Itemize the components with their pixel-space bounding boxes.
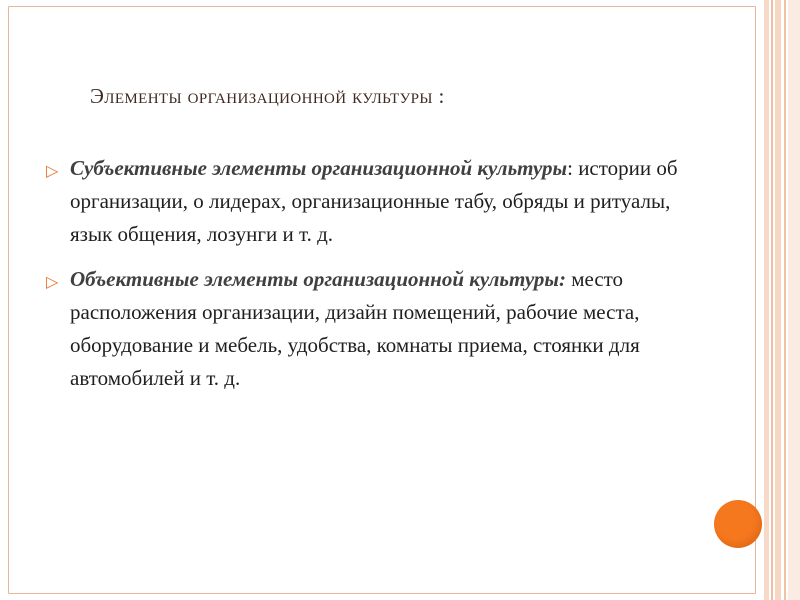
decorative-stripe: [771, 0, 773, 600]
decorative-stripe: [784, 0, 786, 600]
slide-title: Элементы организационной культуры :: [90, 84, 445, 108]
decorative-stripe: [775, 0, 781, 600]
bullet-text: : истории об организации, о лидерах, организационные табу, обряды и ритуалы, язык общения, лозунги и т. д.: [70, 156, 678, 246]
hollow-triangle-bullet-icon: ▷: [46, 161, 59, 180]
hollow-triangle-bullet-icon: ▷: [46, 272, 59, 291]
bullet-text: место расположения организации, дизайн помещений, рабочие места, оборудование и мебель, удобства, комнаты приема, стоянки для автомобилей и т. д.: [70, 267, 640, 390]
decorative-orange-circle: [714, 500, 762, 548]
bullet-term: Субъективные элементы организационной культуры: [70, 156, 568, 180]
bullet-item-subjective: [46, 152, 706, 251]
bullet-item-objective: [46, 263, 706, 395]
slide-content: [46, 152, 706, 407]
decorative-stripe: [788, 0, 800, 600]
bullet-term: Объективные элементы организационной культуры:: [70, 267, 566, 291]
decorative-stripe: [764, 0, 769, 600]
